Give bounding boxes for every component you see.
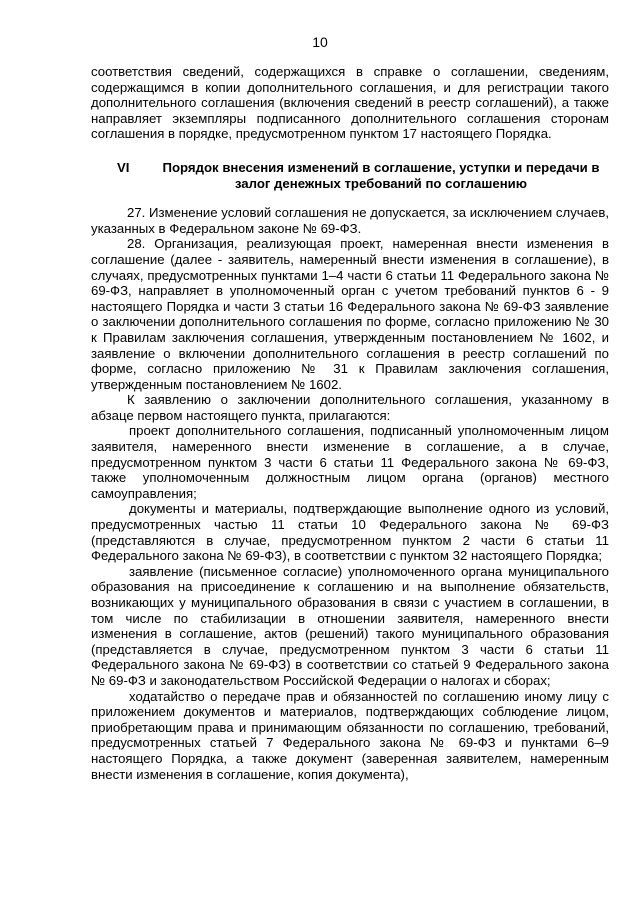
paragraph-28: 28. Организация, реализующая проект, намеренная внести изменения в соглашение (далее - заявитель, намеренный внести изменения в соглашение), в случаях, предусмотренных пунктами 1–4 части 6 статьи 11 Федерального закона № 69-ФЗ, направляет в уполномоченный орган с учетом требований пунктов 6 - 9 настоящего Порядка и части 3 статьи 16 Федерального закона № 69-ФЗ заявление о заключении дополнительного соглашения по форме, согласно приложению № 30 к Правилам заключения соглашения, утвержденным постановлением № 1602, и заявление о включении дополнительного соглашения в реестр соглашений по форме, согласно приложению № 31 к Правилам заключения соглашения, утвержденным постановлением № 1602.	[91, 236, 609, 392]
section-title: Порядок внесения изменений в соглашение, уступки и передачи в залог денежных требований по соглашению	[162, 159, 600, 191]
document-body	[91, 64, 609, 782]
list-item: проект дополнительного соглашения, подписанный уполномоченным лицом заявителя, намеренного внести изменение в соглашение, а в случае, предусмотренном пунктом 3 части 6 статьи 11 Федерального закона № 69-ФЗ, также уполномоченным должностным лицом органа (органов) местного самоуправления;	[91, 423, 609, 501]
paragraph-27: 27. Изменение условий соглашения не допускается, за исключением случаев, указанных в Федеральном законе № 69-ФЗ.	[91, 205, 609, 236]
section-heading	[91, 160, 609, 191]
list-item: документы и материалы, подтверждающие выполнение одного из условий, предусмотренных частью 11 статьи 10 Федерального закона № 69-ФЗ (представляются в случае, предусмотренном пунктом 2 части 6 статьи 11 Федерального закона № 69-ФЗ), в соответствии с пунктом 32 настоящего Порядка;	[91, 501, 609, 564]
paragraph-attachments-intro: К заявлению о заключении дополнительного соглашения, указанному в абзаце первом настоящего пункта, прилагаются:	[91, 392, 609, 423]
list-item: заявление (письменное согласие) уполномоченного органа муниципального образования на присоединение к соглашению и на выполнение обязательств, возникающих у муниципального образования в связи с участием в соглашении, в том числе по стабилизации в отношении заявителя, намеренного внести изменения в соглашение, актов (решений) такого муниципального образования (представляется в случае, предусмотренном пунктом 3 части 6 статьи 11 Федерального закона № 69-ФЗ) в соответствии со статьей 9 Федерального закона № 69-ФЗ и законодательством Российской Федерации о налогах и сборах;	[91, 563, 609, 688]
page-number: 10	[312, 34, 328, 50]
list-item: ходатайство о передаче прав и обязанностей по соглашению иному лицу с приложением документов и материалов, подтверждающих соблюдение лицом, приобретающим права и принимающим обязанности по соглашению, требований, предусмотренных статьей 7 Федерального закона № 69-ФЗ и пунктами 6–9 настоящего Порядка, а также документ (заверенная заявителем, намеренным внести изменения в соглашение, копия документа),	[91, 688, 609, 782]
section-number: VI	[117, 159, 130, 175]
continuation-paragraph: соответствия сведений, содержащихся в справке о соглашении, сведениям, содержащимся в копии дополнительного соглашения, и для регистрации такого дополнительного соглашения (включения сведений в реестр соглашений), а также направляет экземпляры подписанного дополнительного соглашения сторонам соглашения в порядке, предусмотренном пунктом 17 настоящего Порядка.	[91, 64, 609, 142]
